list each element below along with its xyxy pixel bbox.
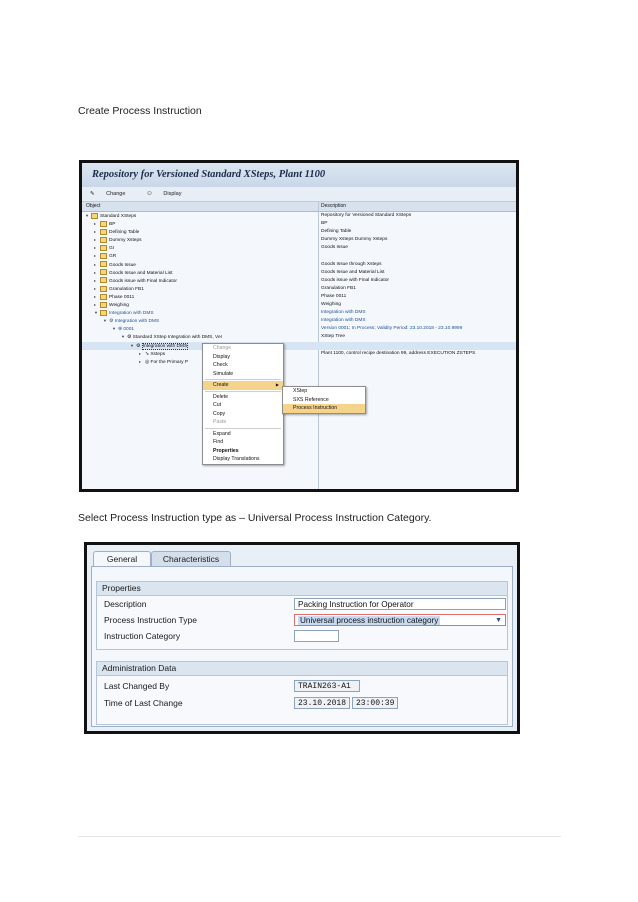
xstep-tree [82, 202, 516, 489]
xstep-icon: ⚙ [136, 343, 142, 349]
tree-row[interactable]: ▸ Goods Issue Goods Issue through Xsteps [94, 261, 382, 268]
menu-item-cut[interactable]: Cut [213, 402, 222, 408]
tree-row[interactable]: ▸ Dummy Xsteps Dummy Xsteps Dummy Xsteps [94, 237, 388, 244]
folder-icon [100, 310, 107, 316]
collapse-icon[interactable]: ▸ [94, 261, 97, 267]
submenu-item-xstep[interactable]: XStep [293, 388, 308, 394]
collapse-icon[interactable]: ▸ [94, 302, 97, 308]
menu-item-copy[interactable]: Copy [213, 410, 226, 417]
collapse-icon[interactable]: ▸ [139, 350, 142, 356]
collapse-icon[interactable]: ▸ [94, 229, 97, 235]
folder-icon [100, 253, 107, 259]
description-column-header: Description [321, 203, 347, 209]
repository-title: Repository for Versioned Standard XSteps, Plant 1100 [82, 163, 516, 187]
folder-icon [100, 302, 107, 308]
tree-row[interactable]: ▸ Granulation FB1 Granulation FB1 [94, 285, 356, 292]
menu-item-find[interactable]: Find [213, 439, 224, 445]
expand-icon[interactable]: ▼ [85, 213, 89, 218]
menu-item-change[interactable]: Change [213, 345, 232, 351]
last-change-date-field: 23.10.2018 [294, 697, 350, 709]
folder-icon [100, 237, 107, 243]
tree-row[interactable]: ▸ Phase 0011 Phase 0011 [94, 293, 347, 300]
general-panel [91, 566, 513, 727]
menu-item-paste[interactable]: Paste [213, 419, 227, 425]
repository-toolbar [82, 187, 516, 202]
tree-row[interactable]: ▸ GI Goods Issue [94, 245, 348, 252]
collapse-icon[interactable]: ▸ [94, 285, 97, 291]
collapse-icon[interactable]: ▸ [94, 245, 97, 251]
description-field[interactable]: Packing Instruction for Operator [294, 598, 506, 610]
version-icon: ⊛ [118, 327, 124, 333]
expand-icon[interactable]: ▼ [130, 342, 134, 348]
folder-icon [100, 261, 107, 267]
tree-row[interactable]: ▸ ◎ For the Primary P [139, 358, 189, 365]
reference-icon: ◎ [145, 359, 151, 365]
process-instruction-form-screenshot [84, 542, 520, 734]
properties-title: Properties [97, 582, 507, 596]
tab-general[interactable]: General [93, 551, 151, 568]
footer-divider [78, 836, 561, 837]
properties-group [96, 581, 508, 650]
submenu-arrow-icon: ▶ [275, 382, 279, 387]
display-button[interactable]: ⚇ Display [146, 191, 182, 197]
tab-characteristics[interactable]: Characteristics [151, 551, 231, 567]
tree-row-selected[interactable]: ▼ ⚙ Integration with DMS [82, 342, 516, 350]
menu-item-properties[interactable]: Properties [213, 447, 239, 454]
description-label: Description [104, 599, 147, 609]
administration-title: Administration Data [97, 662, 507, 676]
submenu-item-sxs-reference[interactable]: SXS Reference [293, 396, 329, 403]
collapse-icon[interactable]: ▸ [94, 269, 97, 275]
last-change-time-field: 23:00:39 [352, 697, 398, 709]
menu-item-create[interactable]: Create ▶ [203, 381, 283, 390]
folder-icon [100, 229, 107, 235]
tree-row[interactable]: ▸ ➘ Xsteps Plant 1100, control recipe destination 99, address EXECUTION ZSTEPS [139, 350, 476, 357]
instruction-category-field[interactable] [294, 630, 339, 642]
tree-row[interactable]: ▸ GR [94, 253, 117, 260]
create-submenu [282, 386, 366, 414]
submenu-item-process-instruction[interactable]: Process Instruction [283, 404, 365, 413]
expand-icon[interactable]: ▼ [112, 326, 116, 332]
repository-screenshot [79, 160, 519, 492]
last-changed-by-label: Last Changed By [104, 681, 170, 691]
menu-item-check[interactable]: Check [213, 362, 228, 368]
folder-icon [100, 245, 107, 251]
folder-icon [100, 277, 107, 283]
chevron-down-icon[interactable]: ▼ [495, 617, 502, 624]
menu-item-expand[interactable]: Expand [213, 430, 231, 437]
pi-type-dropdown[interactable]: Universal process instruction category ▼ [294, 614, 506, 626]
tree-row[interactable]: ▼ ⚙ Integration with DMS Integration with DMS [103, 318, 366, 325]
category-label: Instruction Category [104, 631, 181, 641]
heading-create-process-instruction: Create Process Instruction [78, 105, 202, 117]
menu-item-display[interactable]: Display [213, 353, 231, 360]
xstep-icon: ⚙ [127, 335, 133, 341]
tree-row[interactable]: ▸ Defining Table Defining Table [94, 229, 352, 236]
administration-group [96, 661, 508, 725]
tree-column-header [82, 202, 516, 212]
tree-row[interactable]: ▸ Goods Issue and Material List Goods Issue and Material List [94, 269, 385, 276]
pi-type-label: Process Instruction Type [104, 615, 197, 625]
collapse-icon[interactable]: ▸ [94, 293, 97, 299]
tree-row[interactable]: ▼ ⚙ Standard XStep Integration with DMS, Ver XStep Tree [121, 334, 345, 341]
last-changed-by-field: TRAIN263-A1 [294, 680, 360, 692]
folder-icon [91, 213, 98, 219]
collapse-icon[interactable]: ▸ [139, 358, 142, 364]
object-column-header: Object [86, 203, 101, 209]
collapse-icon[interactable]: ▸ [94, 237, 97, 243]
folder-icon [100, 286, 107, 292]
menu-item-delete[interactable]: Delete [213, 393, 228, 400]
xstep-icon: ⚙ [109, 319, 115, 325]
time-of-last-change-label: Time of Last Change [104, 698, 183, 708]
collapse-icon[interactable]: ▸ [94, 277, 97, 283]
expand-icon[interactable]: ▼ [103, 318, 107, 324]
tree-row[interactable]: ▸ BP BP [94, 221, 328, 228]
tree-row[interactable]: ▼ Integration with DMS Integration with DMS [94, 310, 366, 317]
tree-row[interactable]: ▼ ⊛ 0001 Version 0001; In Process; Validity Period: 23.10.2018 - 23.10.9999 [112, 326, 463, 333]
collapse-icon[interactable]: ▸ [94, 221, 97, 227]
tree-row[interactable]: ▸ Goods issue with Final Indicator Goods issue with Final Indicator [94, 277, 389, 284]
folder-icon [100, 269, 107, 275]
tree-row[interactable]: ▼ Standard XSteps Repository for Versioned Standard XSteps [85, 213, 412, 219]
context-menu [202, 343, 284, 465]
menu-item-simulate[interactable]: Simulate [213, 370, 234, 377]
pointer-icon: ➘ [145, 351, 151, 357]
glasses-icon: ⚇ [146, 191, 152, 197]
folder-icon [100, 221, 107, 227]
heading-select-type: Select Process Instruction type as – Universal Process Instruction Category. [78, 512, 432, 524]
pencil-icon: ✎ [90, 191, 95, 197]
collapse-icon[interactable]: ▸ [94, 253, 97, 259]
menu-item-display-translations[interactable]: Display Translations [213, 456, 260, 462]
change-button[interactable]: ✎ Change [90, 191, 126, 197]
expand-icon[interactable]: ▼ [94, 310, 98, 316]
tree-row[interactable]: ▸ Weighing Weighing [94, 302, 341, 309]
expand-icon[interactable]: ▼ [121, 334, 125, 340]
folder-icon [100, 294, 107, 300]
